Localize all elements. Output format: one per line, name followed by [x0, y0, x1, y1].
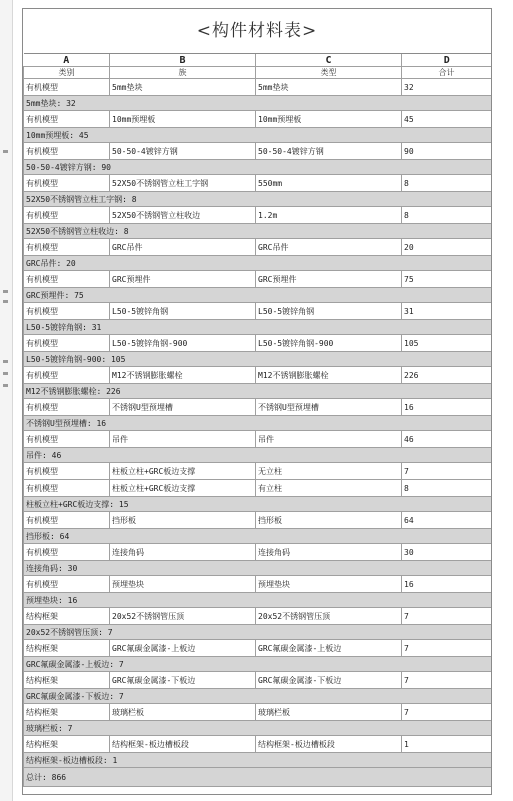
family-cell[interactable]: L50-5镀锌角钢 [110, 303, 256, 320]
group-subtotal-row[interactable] [24, 753, 492, 768]
category-cell[interactable]: 结构框架 [24, 608, 110, 625]
group-subtotal-label: 20x52不锈钢管压顶: 7 [24, 625, 492, 640]
type-cell[interactable]: GRC氟碳金属漆-上板边 [256, 640, 402, 657]
type-cell[interactable]: 20x52不锈钢管压顶 [256, 608, 402, 625]
table-row[interactable] [24, 303, 492, 320]
type-cell[interactable]: GRC预埋件 [256, 271, 402, 288]
table-row[interactable] [24, 399, 492, 416]
count-cell[interactable]: 1 [402, 736, 492, 753]
group-subtotal-row[interactable] [24, 721, 492, 736]
table-row[interactable] [24, 480, 492, 497]
schedule-title: <构件材料表> [196, 21, 318, 41]
group-subtotal-row[interactable] [24, 352, 492, 367]
panel-marker [3, 372, 8, 375]
family-cell[interactable]: 柱板立柱+GRC板边支撑 [110, 463, 256, 480]
type-cell[interactable]: 玻璃栏板 [256, 704, 402, 721]
group-subtotal-row[interactable] [24, 561, 492, 576]
type-cell[interactable]: M12不锈钢膨胀螺栓 [256, 367, 402, 384]
group-subtotal-label: 吊件: 46 [24, 448, 492, 463]
table-row[interactable] [24, 79, 492, 96]
family-cell[interactable]: 52X50不锈钢管立柱工字钢 [110, 175, 256, 192]
type-cell[interactable]: 吊件 [256, 431, 402, 448]
group-subtotal-row[interactable] [24, 529, 492, 544]
header-row [24, 67, 492, 79]
group-subtotal-row[interactable] [24, 689, 492, 704]
panel-marker [3, 360, 8, 363]
type-cell[interactable]: 1.2m [256, 207, 402, 224]
table-row[interactable] [24, 512, 492, 529]
group-subtotal-label: 5mm垫块: 32 [24, 96, 492, 111]
family-cell[interactable]: 柱板立柱+GRC板边支撑 [110, 480, 256, 497]
family-cell[interactable]: GRC氟碳金属漆-下板边 [110, 672, 256, 689]
group-subtotal-row[interactable] [24, 593, 492, 608]
family-cell[interactable]: 连接角码 [110, 544, 256, 561]
group-subtotal-label: L50-5镀锌角钢: 31 [24, 320, 492, 335]
group-subtotal-label: L50-5镀锌角钢-900: 105 [24, 352, 492, 367]
family-cell[interactable]: 52X50不锈钢管立柱收边 [110, 207, 256, 224]
count-cell[interactable]: 7 [402, 640, 492, 657]
group-subtotal-label: 50-50-4镀锌方钢: 90 [24, 160, 492, 175]
family-cell[interactable]: L50-5镀锌角钢-900 [110, 335, 256, 352]
panel-marker [3, 290, 8, 293]
panel-marker [3, 384, 8, 387]
family-cell[interactable]: GRC氟碳金属漆-上板边 [110, 640, 256, 657]
category-cell[interactable]: 结构框架 [24, 736, 110, 753]
schedule-sheet [22, 8, 492, 795]
group-subtotal-row[interactable] [24, 288, 492, 303]
count-cell[interactable]: 7 [402, 608, 492, 625]
group-subtotal-row[interactable] [24, 128, 492, 143]
count-cell[interactable]: 90 [402, 143, 492, 160]
count-cell[interactable]: 75 [402, 271, 492, 288]
table-row[interactable] [24, 544, 492, 561]
group-subtotal-label: 52X50不锈钢管立柱工字钢: 8 [24, 192, 492, 207]
group-subtotal-label: 预埋垫块: 16 [24, 593, 492, 608]
panel-marker [3, 150, 8, 153]
group-subtotal-label: 结构框架-板边槽板段: 1 [24, 753, 492, 768]
type-cell[interactable]: L50-5镀锌角钢-900 [256, 335, 402, 352]
category-cell[interactable]: 有机模型 [24, 271, 110, 288]
category-cell[interactable]: 结构框架 [24, 640, 110, 657]
count-cell[interactable]: 7 [402, 704, 492, 721]
type-cell[interactable]: L50-5镀锌角钢 [256, 303, 402, 320]
count-cell[interactable]: 45 [402, 111, 492, 128]
count-cell[interactable]: 7 [402, 672, 492, 689]
category-cell[interactable]: 有机模型 [24, 431, 110, 448]
family-cell[interactable]: 不锈钢U型预埋槽 [110, 399, 256, 416]
category-cell[interactable]: 结构框架 [24, 672, 110, 689]
group-subtotal-row[interactable] [24, 497, 492, 512]
count-cell[interactable]: 8 [402, 175, 492, 192]
group-subtotal-label: 玻璃栏板: 7 [24, 721, 492, 736]
table-row[interactable] [24, 207, 492, 224]
group-subtotal-label: GRC预埋件: 75 [24, 288, 492, 303]
group-subtotal-label: 不锈钢U型预埋槽: 16 [24, 416, 492, 431]
schedule-body [24, 79, 492, 787]
category-cell[interactable]: 有机模型 [24, 463, 110, 480]
table-row[interactable] [24, 175, 492, 192]
table-row[interactable] [24, 640, 492, 657]
category-cell[interactable]: 有机模型 [24, 512, 110, 529]
group-subtotal-label: 挡形板: 64 [24, 529, 492, 544]
type-cell[interactable]: 50-50-4镀锌方钢 [256, 143, 402, 160]
type-cell[interactable]: 预埋垫块 [256, 576, 402, 593]
count-cell[interactable]: 64 [402, 512, 492, 529]
type-cell[interactable]: 无立柱 [256, 463, 402, 480]
count-cell[interactable]: 16 [402, 576, 492, 593]
type-cell[interactable]: 550mm [256, 175, 402, 192]
count-cell[interactable]: 32 [402, 79, 492, 96]
column-letters-row [24, 54, 492, 67]
column-letter-a[interactable]: A [24, 54, 110, 67]
category-cell[interactable]: 有机模型 [24, 143, 110, 160]
group-subtotal-label: 52X50不锈钢管立柱收边: 8 [24, 224, 492, 239]
column-letter-c[interactable]: C [256, 54, 402, 67]
grand-total-row[interactable] [24, 768, 492, 787]
category-cell[interactable]: 有机模型 [24, 207, 110, 224]
type-cell[interactable]: 连接角码 [256, 544, 402, 561]
family-cell[interactable]: 吊件 [110, 431, 256, 448]
category-cell[interactable]: 有机模型 [24, 175, 110, 192]
category-cell[interactable]: 有机模型 [24, 399, 110, 416]
table-row[interactable] [24, 367, 492, 384]
group-subtotal-row[interactable] [24, 657, 492, 672]
type-cell[interactable]: 10mm预埋板 [256, 111, 402, 128]
category-cell[interactable]: 有机模型 [24, 239, 110, 256]
count-cell[interactable]: 226 [402, 367, 492, 384]
group-subtotal-label: GRC氟碳金属漆-下板边: 7 [24, 689, 492, 704]
table-row[interactable] [24, 271, 492, 288]
count-cell[interactable]: 105 [402, 335, 492, 352]
table-row[interactable] [24, 335, 492, 352]
group-subtotal-row[interactable] [24, 625, 492, 640]
count-cell[interactable]: 46 [402, 431, 492, 448]
family-cell[interactable]: GRC预埋件 [110, 271, 256, 288]
family-cell[interactable]: 10mm预埋板 [110, 111, 256, 128]
category-cell[interactable]: 有机模型 [24, 367, 110, 384]
family-cell[interactable]: 挡形板 [110, 512, 256, 529]
group-subtotal-label: GRC氟碳金属漆-上板边: 7 [24, 657, 492, 672]
table-row[interactable] [24, 736, 492, 753]
category-cell[interactable]: 有机模型 [24, 544, 110, 561]
header-category[interactable]: 类别 [24, 67, 110, 79]
table-row[interactable] [24, 576, 492, 593]
group-subtotal-label: GRC吊件: 20 [24, 256, 492, 271]
group-subtotal-row[interactable] [24, 96, 492, 111]
schedule-table [23, 53, 492, 787]
group-subtotal-row[interactable] [24, 320, 492, 335]
family-cell[interactable]: 玻璃栏板 [110, 704, 256, 721]
column-letter-d[interactable]: D [402, 54, 492, 67]
table-row[interactable] [24, 239, 492, 256]
left-panel-edge [0, 0, 13, 801]
type-cell[interactable]: GRC吊件 [256, 239, 402, 256]
group-subtotal-label: M12不锈钢膨胀螺栓: 226 [24, 384, 492, 399]
family-cell[interactable]: 50-50-4镀锌方钢 [110, 143, 256, 160]
type-cell[interactable]: 不锈钢U型预埋槽 [256, 399, 402, 416]
group-subtotal-row[interactable] [24, 416, 492, 431]
group-subtotal-row[interactable] [24, 160, 492, 175]
group-subtotal-row[interactable] [24, 192, 492, 207]
category-cell[interactable]: 有机模型 [24, 111, 110, 128]
category-cell[interactable]: 有机模型 [24, 480, 110, 497]
group-subtotal-row[interactable] [24, 448, 492, 463]
family-cell[interactable]: GRC吊件 [110, 239, 256, 256]
group-subtotal-row[interactable] [24, 384, 492, 399]
family-cell[interactable]: 结构框架-板边槽板段 [110, 736, 256, 753]
family-cell[interactable]: 5mm垫块 [110, 79, 256, 96]
category-cell[interactable]: 结构框架 [24, 704, 110, 721]
grand-total-label: 总计: 866 [24, 768, 492, 787]
category-cell[interactable]: 有机模型 [24, 303, 110, 320]
category-cell[interactable]: 有机模型 [24, 576, 110, 593]
header-family[interactable]: 族 [110, 67, 256, 79]
header-count[interactable]: 合计 [402, 67, 492, 79]
table-row[interactable] [24, 431, 492, 448]
table-row[interactable] [24, 111, 492, 128]
family-cell[interactable]: 预埋垫块 [110, 576, 256, 593]
count-cell[interactable]: 8 [402, 207, 492, 224]
type-cell[interactable]: 5mm垫块 [256, 79, 402, 96]
count-cell[interactable]: 8 [402, 480, 492, 497]
type-cell[interactable]: 结构框架-板边槽板段 [256, 736, 402, 753]
group-subtotal-row[interactable] [24, 224, 492, 239]
type-cell[interactable]: 有立柱 [256, 480, 402, 497]
type-cell[interactable]: 挡形板 [256, 512, 402, 529]
type-cell[interactable]: GRC氟碳金属漆-下板边 [256, 672, 402, 689]
group-subtotal-label: 柱板立柱+GRC板边支撑: 15 [24, 497, 492, 512]
group-subtotal-label: 连接角码: 30 [24, 561, 492, 576]
column-letter-b[interactable]: B [110, 54, 256, 67]
header-type[interactable]: 类型 [256, 67, 402, 79]
table-row[interactable] [24, 672, 492, 689]
count-cell[interactable]: 16 [402, 399, 492, 416]
table-row[interactable] [24, 143, 492, 160]
panel-marker [3, 300, 8, 303]
category-cell[interactable]: 有机模型 [24, 79, 110, 96]
count-cell[interactable]: 30 [402, 544, 492, 561]
table-row[interactable] [24, 608, 492, 625]
table-row[interactable] [24, 463, 492, 480]
family-cell[interactable]: M12不锈钢膨胀螺栓 [110, 367, 256, 384]
count-cell[interactable]: 20 [402, 239, 492, 256]
count-cell[interactable]: 7 [402, 463, 492, 480]
category-cell[interactable]: 有机模型 [24, 335, 110, 352]
table-row[interactable] [24, 704, 492, 721]
group-subtotal-row[interactable] [24, 256, 492, 271]
family-cell[interactable]: 20x52不锈钢管压顶 [110, 608, 256, 625]
group-subtotal-label: 10mm预埋板: 45 [24, 128, 492, 143]
count-cell[interactable]: 31 [402, 303, 492, 320]
